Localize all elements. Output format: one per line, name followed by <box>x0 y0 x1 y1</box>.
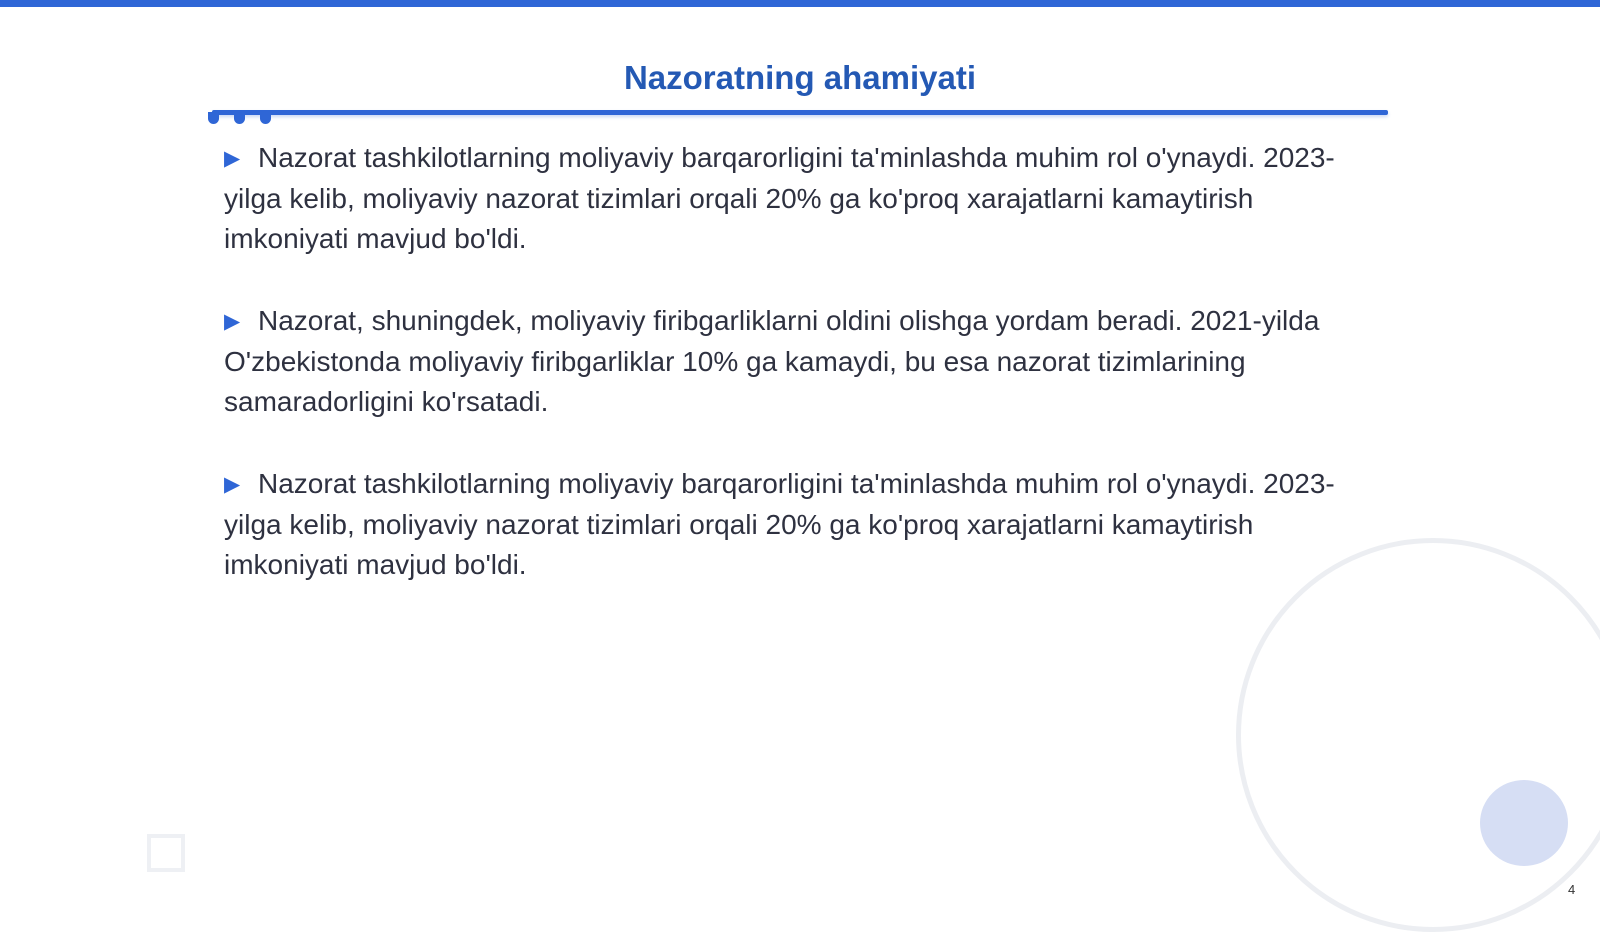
decorative-circle <box>1480 780 1568 866</box>
title-rule-dot <box>260 112 271 124</box>
decorative-square <box>147 834 185 872</box>
bullet-paragraph-1 <box>224 138 1384 259</box>
slide-body <box>224 138 1384 627</box>
paragraph-text: Nazorat tashkilotlarning moliyaviy barqarorligini ta'minlashda muhim rol o'ynaydi. 2023-yilga kelib, moliyaviy nazorat tizimlari orqali 20% ga ko'proq xarajatlarni kamaytirish imkoniyati mavjud bo'ldi. <box>224 468 1335 580</box>
title-rule-dot <box>234 112 245 124</box>
bullet-paragraph-2 <box>224 301 1384 422</box>
paragraph-text: Nazorat tashkilotlarning moliyaviy barqarorligini ta'minlashda muhim rol o'ynaydi. 2023-yilga kelib, moliyaviy nazorat tizimlari orqali 20% ga ko'proq xarajatlarni kamaytirish imkoniyati mavjud bo'ldi. <box>224 142 1335 254</box>
slide-title: Nazoratning ahamiyati <box>623 59 977 96</box>
decorative-ring <box>1236 538 1600 932</box>
bullet-arrow-icon: ▶ <box>224 473 241 496</box>
bullet-arrow-icon: ▶ <box>224 147 241 170</box>
title-underline <box>212 110 1388 115</box>
bullet-arrow-icon: ▶ <box>224 310 241 333</box>
paragraph-text: Nazorat, shuningdek, moliyaviy firibgarliklarni oldini olishga yordam beradi. 2021-yilda O'zbekistonda moliyaviy firibgarliklar 10% ga kamaydi, bu esa nazorat tizimlarining samaradorligini ko'rsatadi. <box>224 305 1320 417</box>
page-number: 4 <box>1568 882 1576 897</box>
bullet-paragraph-3 <box>224 464 1384 585</box>
top-accent-bar <box>0 0 1600 7</box>
title-rule-dot <box>208 112 219 124</box>
